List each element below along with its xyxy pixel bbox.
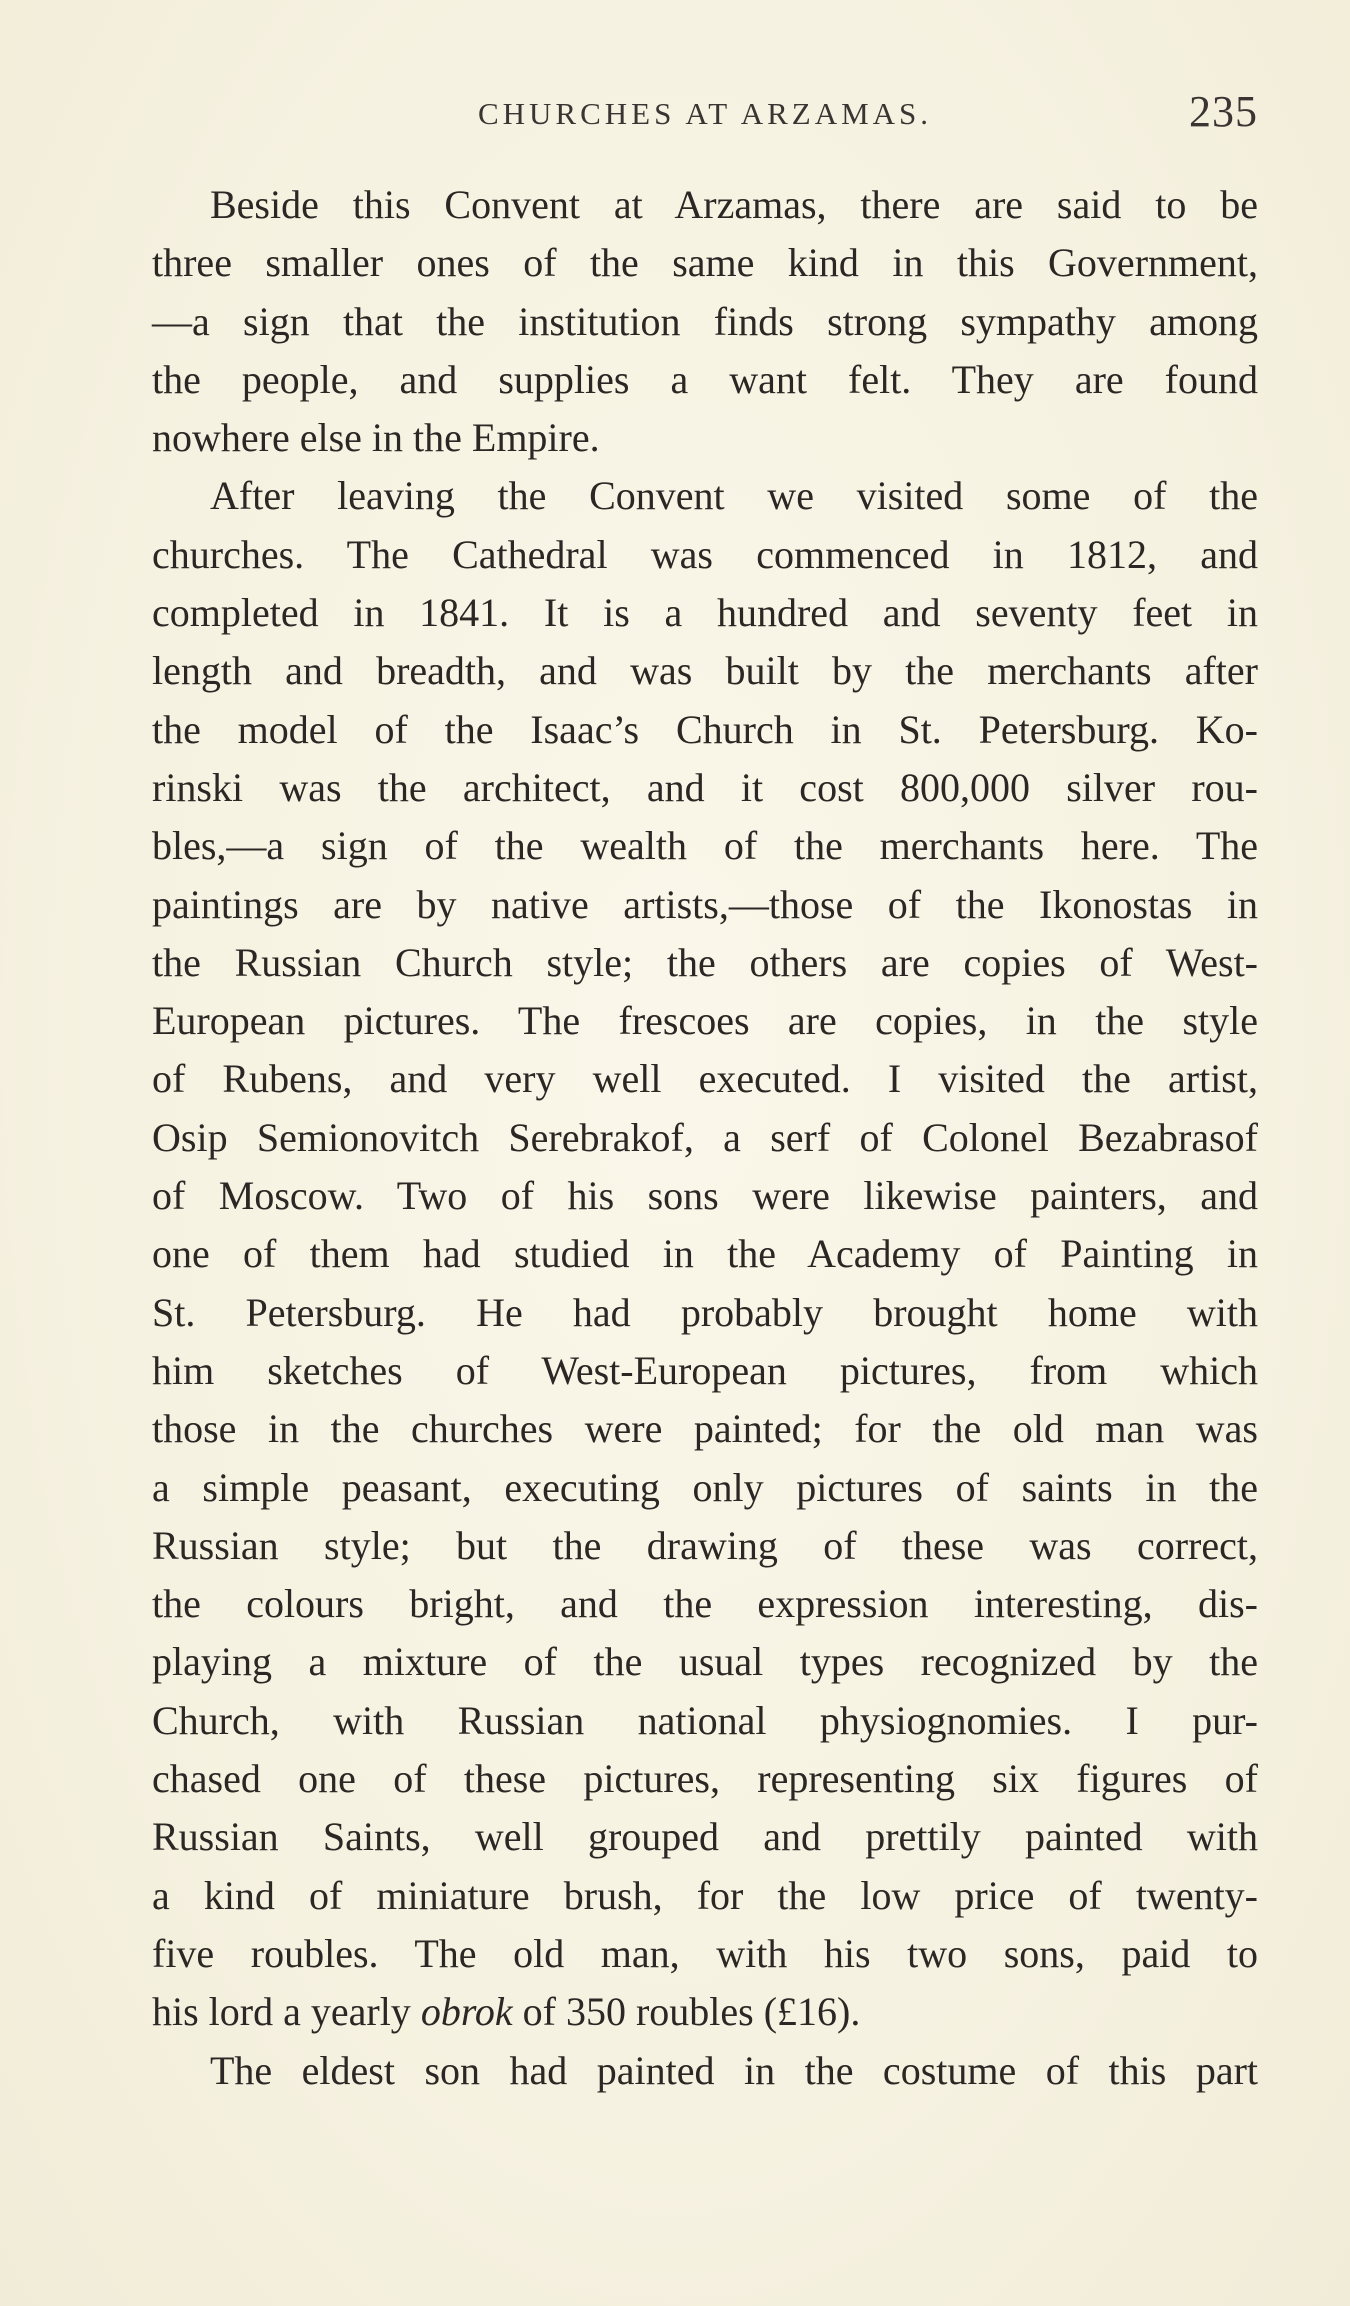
text-line: those in the churches were painted; for the old man was (152, 1406, 1258, 1452)
text-line: of Rubens, and very well executed. I visited the artist, (152, 1056, 1258, 1102)
text-line: rinski was the architect, and it cost 800,000 silver rou- (152, 764, 1258, 810)
text-line: Osip Semionovitch Serebrakof, a serf of Colonel Bezabrasof (152, 1114, 1258, 1160)
text-line: length and breadth, and was built by the merchants after (152, 648, 1258, 694)
text-line: completed in 1841. It is a hundred and seventy feet in (152, 590, 1258, 636)
text-line: nowhere else in the Empire. (152, 415, 600, 461)
text-line: five roubles. The old man, with his two sons, paid to (152, 1930, 1258, 1976)
text-line: playing a mixture of the usual types recognized by the (152, 1639, 1258, 1685)
text-line-final: The eldest son had painted in the costume of this part (210, 2047, 1258, 2093)
text-line: paintings are by native artists,—those of the Ikonostas in (152, 881, 1258, 927)
page-number: 235 (1189, 87, 1258, 136)
text-line: —a sign that the institution finds strong sympathy among (152, 298, 1258, 344)
text-line: After leaving the Convent we visited some of the (210, 473, 1258, 519)
text-line: Russian Saints, well grouped and prettily painted with (152, 1814, 1258, 1860)
text-line: three smaller ones of the same kind in this Government, (152, 240, 1258, 286)
text-line: a kind of miniature brush, for the low price of twenty- (152, 1872, 1258, 1918)
text-line: bles,—a sign of the wealth of the merchants here. The (152, 823, 1258, 869)
text-line: European pictures. The frescoes are copies, in the style (152, 998, 1258, 1044)
text-line: the people, and supplies a want felt. They are found (152, 356, 1258, 402)
text-line: of Moscow. Two of his sons were likewise painters, and (152, 1173, 1258, 1219)
text-line: the model of the Isaac’s Church in St. Petersburg. Ko- (152, 706, 1258, 752)
obrok-italic: obrok (420, 1989, 513, 2035)
body-text (152, 176, 1258, 2100)
text-line: Russian style; but the drawing of these was correct, (152, 1522, 1258, 1568)
text-line: chased one of these pictures, representing six figures of (152, 1756, 1258, 1802)
running-head (152, 86, 1258, 142)
text-line: Church, with Russian national physiognomies. I pur- (152, 1697, 1258, 1743)
text-lines (152, 176, 1258, 1983)
text-line: a simple peasant, executing only pictures of saints in the (152, 1464, 1258, 1510)
text-line: one of them had studied in the Academy of Painting in (152, 1231, 1258, 1277)
text-line: him sketches of West-European pictures, from which (152, 1347, 1258, 1393)
running-title: CHURCHES AT ARZAMAS. (477, 96, 933, 131)
text-line: Beside this Convent at Arzamas, there are said to be (210, 182, 1258, 227)
text-line-obrok (152, 1983, 1258, 2041)
obrok-after: of 350 roubles (£16). (512, 1989, 861, 2035)
obrok-before: his lord a yearly (152, 1989, 421, 2035)
text-line: the colours bright, and the expression interesting, dis- (152, 1581, 1258, 1627)
text-line: churches. The Cathedral was commenced in 1812, and (152, 531, 1258, 577)
text-line: the Russian Church style; the others are copies of West- (152, 939, 1258, 985)
text-line: St. Petersburg. He had probably brought home with (152, 1289, 1258, 1335)
